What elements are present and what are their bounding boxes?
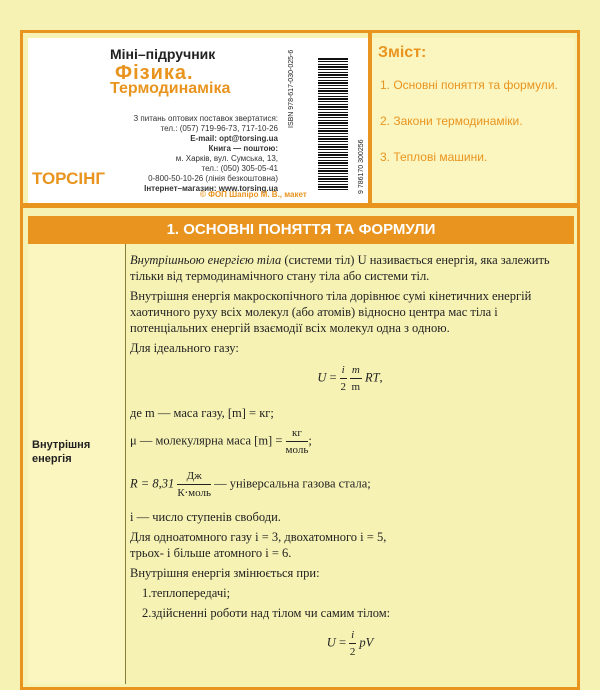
mono-text: Для одноатомного газу i = 3, двохатомного i = 5,: [130, 530, 387, 544]
series-title: Міні–підручник: [110, 46, 216, 62]
changes-text: Внутрішня енергія змінюється при:: [130, 566, 320, 580]
mu-text: μ — молекулярна маса [m] =: [130, 433, 283, 448]
tel-text: тел.: (057) 719-96-73, 717-10-26: [160, 124, 278, 133]
subject-title: Фізика.: [115, 62, 194, 84]
change-1: 1.теплопередачі;: [142, 586, 231, 600]
logo-text: ТОРСІНГ: [32, 169, 106, 188]
formula-U: U = $\frac{i}{2}$ $\frac{m}{m}$ RT,: [317, 364, 383, 393]
section-heading: 1. ОСНОВНІ ПОНЯТТЯ ТА ФОРМУЛИ: [28, 216, 574, 244]
row-label: Внутрішня енергія: [32, 439, 91, 465]
barcode-icon: [318, 58, 348, 190]
ideal-gas-text: Для ідеального газу:: [130, 341, 239, 355]
definition-term: Внутрішньою енергією тіла: [130, 253, 282, 267]
formula-dU: U = $\frac{i}{2}$ pV: [326, 629, 374, 658]
macro-text: Внутрішня енергія макроскопічного тіла дорівнює сумі кінетичних енергій хаотичного руху всіх молекул (або атомів) відносно центра мас тіла і потенціальних енергій взаємодії всіх молекул одна з одною.: [130, 289, 532, 335]
wholesale-text: З питань оптових поставок звертатися:: [133, 114, 278, 123]
tel2-text: тел.: (050) 305-05-41: [201, 164, 278, 173]
i-def-text: i — число ступенів свободи.: [130, 510, 281, 524]
section-content: [130, 252, 570, 664]
toc-item-1[interactable]: 1. Основні поняття та формули.: [380, 78, 558, 92]
mu-line: μ — молекулярна маса [m] = кг моль ;: [130, 427, 312, 456]
copyright: © ФОП Шапіро М. В., макет: [200, 190, 307, 199]
isbn-text: ISBN 978-617-030-025-6: [288, 49, 295, 128]
free-line-text: 0-800-50-10-26 (лінія безкоштовна): [148, 174, 278, 183]
change-2: 2.здійсненні роботи над тілом чи самим тілом:: [142, 606, 391, 620]
divider-horizontal: [20, 203, 580, 208]
toc-title: Зміст:: [378, 44, 427, 61]
mu-unit-num: кг: [286, 425, 309, 442]
mail-text: Книга — поштою:: [208, 144, 278, 153]
isbn-digits: 9 786170 300256: [358, 139, 365, 194]
R-unit-num: Дж: [177, 468, 211, 485]
mu-unit-den: моль: [285, 444, 309, 456]
toc-item-2[interactable]: 2. Закони термодинаміки.: [380, 114, 523, 128]
toc-item-3[interactable]: 3. Теплові машини.: [380, 150, 488, 164]
R-text: — універсальна газова стала;: [210, 476, 371, 491]
shop-text: Інтернет–магазин: www.torsing.ua: [144, 184, 278, 193]
definition-text: (системи тіл) U називається енергія, яка залежить тільки від термодинамічного стану тіла або системи тіл.: [130, 253, 550, 283]
address-text: м. Харків, вул. Сумська, 13,: [175, 154, 278, 163]
divider-vertical: [368, 30, 372, 206]
topic-title: Термодинаміка: [110, 80, 231, 97]
mass-text: де m — маса газу, [m] = кг;: [130, 406, 274, 420]
R-value: R = 8,31: [130, 476, 175, 491]
poly-text: трьох- і більше атомного i = 6.: [130, 546, 292, 560]
email-text: E-mail: opt@torsing.ua: [190, 134, 278, 143]
publisher-info: [128, 114, 278, 194]
torsing-logo-icon: [30, 160, 106, 190]
R-unit-den: К⋅моль: [177, 487, 211, 499]
R-line: [130, 468, 570, 501]
